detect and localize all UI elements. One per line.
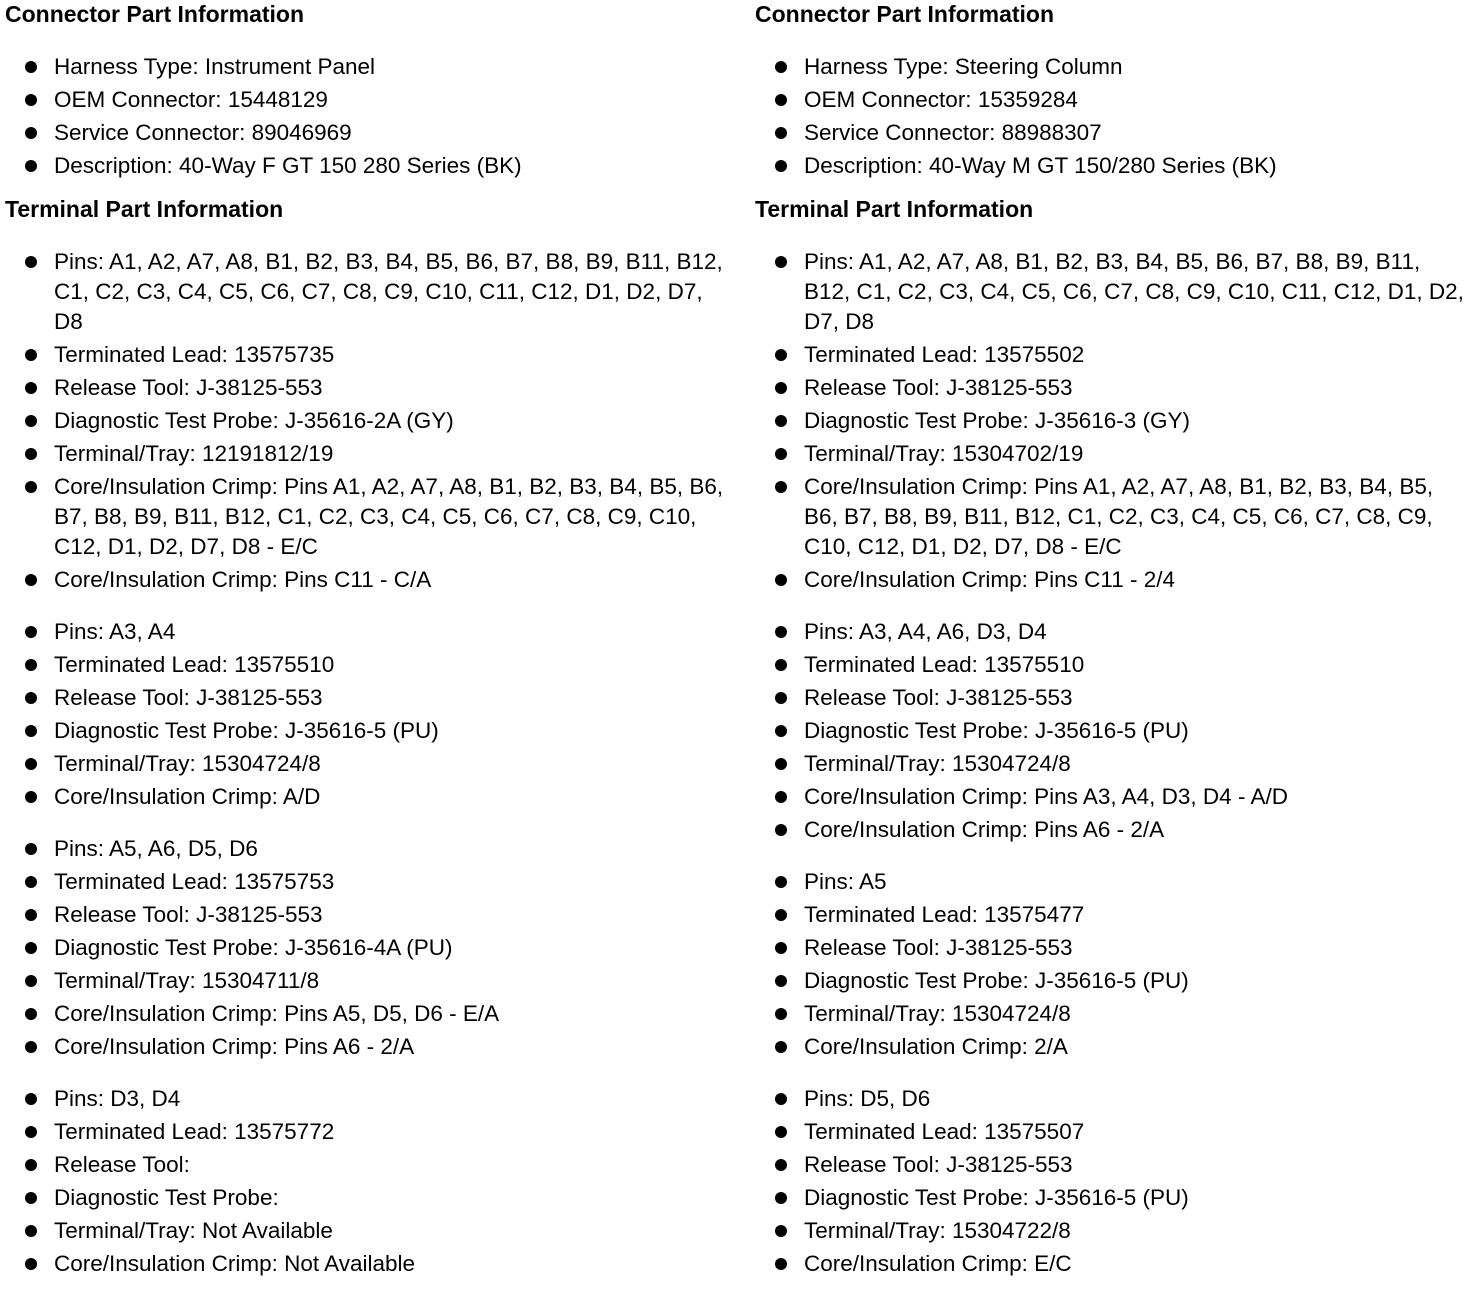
list-item: OEM Connector: 15448129 bbox=[5, 85, 725, 115]
list-item: Terminated Lead: 13575477 bbox=[755, 900, 1467, 930]
list-item: OEM Connector: 15359284 bbox=[755, 85, 1467, 115]
list-item: Terminal/Tray: 15304702/19 bbox=[755, 439, 1467, 469]
list-item: Pins: A5, A6, D5, D6 bbox=[5, 834, 725, 864]
list-item: Core/Insulation Crimp: Pins A6 - 2/A bbox=[5, 1032, 725, 1062]
list-item: Release Tool: J-38125-553 bbox=[755, 683, 1467, 713]
terminal-group-4 bbox=[5, 1084, 725, 1279]
list-item: Core/Insulation Crimp: Pins A5, D5, D6 - E/A bbox=[5, 999, 725, 1029]
terminal-group-4 bbox=[755, 1084, 1467, 1279]
list-item: Description: 40-Way F GT 150 280 Series (BK) bbox=[5, 151, 725, 181]
list-item: Core/Insulation Crimp: Pins A3, A4, D3, D4 - A/D bbox=[755, 782, 1467, 812]
list-item: Diagnostic Test Probe: J-35616-2A (GY) bbox=[5, 406, 725, 436]
connector-part-heading: Connector Part Information bbox=[755, 1, 1055, 27]
terminal-part-heading: Terminal Part Information bbox=[755, 196, 1034, 222]
list-item: Terminal/Tray: 15304711/8 bbox=[5, 966, 725, 996]
list-item: Terminal/Tray: 15304724/8 bbox=[755, 999, 1467, 1029]
list-item: Terminated Lead: 13575753 bbox=[5, 867, 725, 897]
list-item: Diagnostic Test Probe: J-35616-5 (PU) bbox=[5, 716, 725, 746]
list-item: Core/Insulation Crimp: Pins A1, A2, A7, A8, B1, B2, B3, B4, B5, B6, B7, B8, B9, B11, B12, C1, C2, C3, C4, C5, C6, C7, C8, C9, C10, C12, D1, D2, D7, D8 - E/C bbox=[755, 472, 1467, 562]
list-item: Release Tool: J-38125-553 bbox=[755, 373, 1467, 403]
list-item: Release Tool: J-38125-553 bbox=[5, 900, 725, 930]
list-item: Terminal/Tray: 15304724/8 bbox=[5, 749, 725, 779]
list-item: Terminal/Tray: 12191812/19 bbox=[5, 439, 725, 469]
list-item: Service Connector: 89046969 bbox=[5, 118, 725, 148]
connector-info-list bbox=[5, 52, 725, 181]
terminal-part-heading: Terminal Part Information bbox=[5, 196, 284, 222]
list-item: Core/Insulation Crimp: Pins C11 - C/A bbox=[5, 565, 725, 595]
list-item: Pins: A3, A4 bbox=[5, 617, 725, 647]
connector-info-list bbox=[755, 52, 1467, 181]
terminal-group-3 bbox=[755, 867, 1467, 1062]
list-item: Terminal/Tray: 15304722/8 bbox=[755, 1216, 1467, 1246]
list-item: Terminated Lead: 13575735 bbox=[5, 340, 725, 370]
list-item: Pins: A5 bbox=[755, 867, 1467, 897]
list-item: Diagnostic Test Probe: J-35616-3 (GY) bbox=[755, 406, 1467, 436]
list-item: Pins: A1, A2, A7, A8, B1, B2, B3, B4, B5, B6, B7, B8, B9, B11, B12, C1, C2, C3, C4, C5, C6, C7, C8, C9, C10, C11, C12, D1, D2, D7, D8 bbox=[755, 247, 1467, 337]
list-item: Terminal/Tray: Not Available bbox=[5, 1216, 725, 1246]
list-item: Core/Insulation Crimp: Pins A6 - 2/A bbox=[755, 815, 1467, 845]
list-item: Release Tool: J-38125-553 bbox=[755, 933, 1467, 963]
list-item: Diagnostic Test Probe: J-35616-5 (PU) bbox=[755, 966, 1467, 996]
list-item: Release Tool: J-38125-553 bbox=[5, 373, 725, 403]
list-item: Harness Type: Instrument Panel bbox=[5, 52, 725, 82]
list-item: Service Connector: 88988307 bbox=[755, 118, 1467, 148]
right-column bbox=[755, 0, 1467, 1282]
terminal-group-3 bbox=[5, 834, 725, 1062]
list-item: Release Tool: bbox=[5, 1150, 725, 1180]
list-item: Harness Type: Steering Column bbox=[755, 52, 1467, 82]
list-item: Terminated Lead: 13575510 bbox=[5, 650, 725, 680]
list-item: Core/Insulation Crimp: Not Available bbox=[5, 1249, 725, 1279]
terminal-group-2 bbox=[5, 617, 725, 812]
list-item: Pins: D3, D4 bbox=[5, 1084, 725, 1114]
list-item: Release Tool: J-38125-553 bbox=[5, 683, 725, 713]
left-column bbox=[5, 0, 725, 1282]
list-item: Terminal/Tray: 15304724/8 bbox=[755, 749, 1467, 779]
list-item: Core/Insulation Crimp: 2/A bbox=[755, 1032, 1467, 1062]
list-item: Diagnostic Test Probe: bbox=[5, 1183, 725, 1213]
list-item: Diagnostic Test Probe: J-35616-5 (PU) bbox=[755, 1183, 1467, 1213]
list-item: Terminated Lead: 13575510 bbox=[755, 650, 1467, 680]
list-item: Terminated Lead: 13575772 bbox=[5, 1117, 725, 1147]
list-item: Core/Insulation Crimp: E/C bbox=[755, 1249, 1467, 1279]
list-item: Terminated Lead: 13575502 bbox=[755, 340, 1467, 370]
terminal-group-1 bbox=[755, 247, 1467, 595]
list-item: Release Tool: J-38125-553 bbox=[755, 1150, 1467, 1180]
terminal-group-1 bbox=[5, 247, 725, 595]
list-item: Terminated Lead: 13575507 bbox=[755, 1117, 1467, 1147]
list-item: Diagnostic Test Probe: J-35616-4A (PU) bbox=[5, 933, 725, 963]
list-item: Core/Insulation Crimp: A/D bbox=[5, 782, 725, 812]
connector-part-heading: Connector Part Information bbox=[5, 1, 305, 27]
list-item: Description: 40-Way M GT 150/280 Series (BK) bbox=[755, 151, 1467, 181]
list-item: Core/Insulation Crimp: Pins C11 - 2/4 bbox=[755, 565, 1467, 595]
list-item: Core/Insulation Crimp: Pins A1, A2, A7, A8, B1, B2, B3, B4, B5, B6, B7, B8, B9, B11, B12, C1, C2, C3, C4, C5, C6, C7, C8, C9, C10, C12, D1, D2, D7, D8 - E/C bbox=[5, 472, 725, 562]
list-item: Pins: A3, A4, A6, D3, D4 bbox=[755, 617, 1467, 647]
list-item: Pins: A1, A2, A7, A8, B1, B2, B3, B4, B5, B6, B7, B8, B9, B11, B12, C1, C2, C3, C4, C5, C6, C7, C8, C9, C10, C11, C12, D1, D2, D7, D8 bbox=[5, 247, 725, 337]
terminal-group-2 bbox=[755, 617, 1467, 845]
list-item: Diagnostic Test Probe: J-35616-5 (PU) bbox=[755, 716, 1467, 746]
list-item: Pins: D5, D6 bbox=[755, 1084, 1467, 1114]
